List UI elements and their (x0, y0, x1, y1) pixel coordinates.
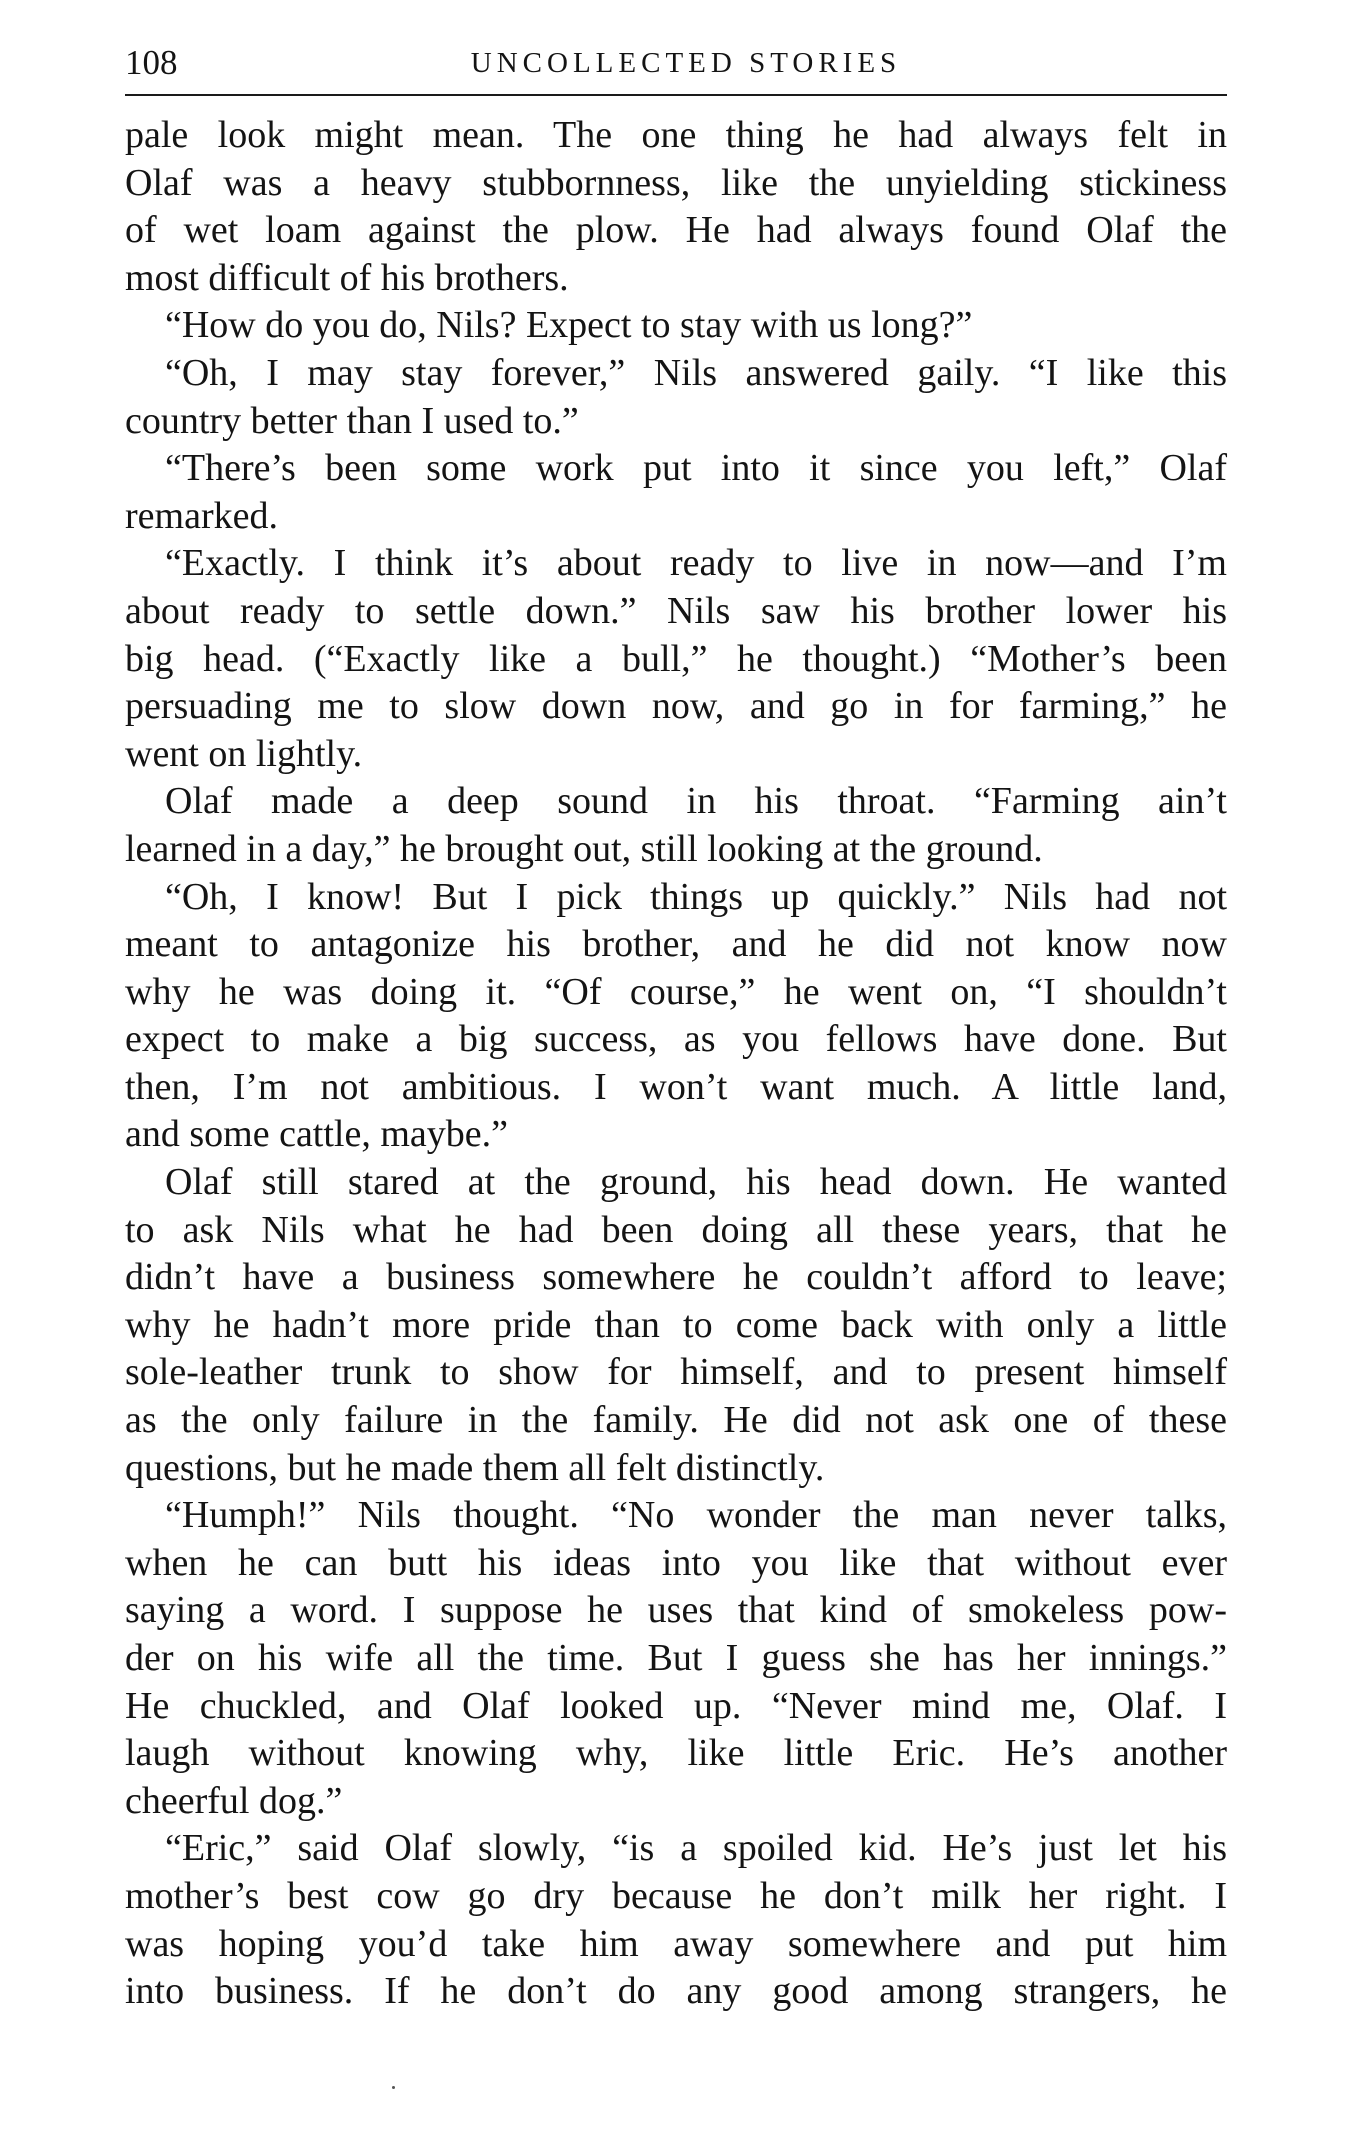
text-line: mother’s best cow go dry because he don’t milk her right. I (125, 1874, 1227, 1917)
text-line: went on lightly. (125, 732, 363, 775)
text-line: expect to make a big success, as you fellows have done. But (125, 1018, 1227, 1061)
text-line: remarked. (125, 494, 278, 537)
text-line: meant to antagonize his brother, and he did not know now (125, 923, 1227, 966)
text-line: der on his wife all the time. But I guess she has her innings.” (125, 1637, 1227, 1679)
text-line: “Eric,” said Olaf slowly, “is a spoiled kid. He’s just let his (165, 1827, 1227, 1870)
running-head (125, 38, 1227, 88)
text-line: saying a word. I suppose he uses that kind of smokeless pow- (125, 1589, 1227, 1632)
text-line: “How do you do, Nils? Expect to stay with us long?” (165, 304, 973, 347)
text-line: to ask Nils what he had been doing all these years, that he (125, 1208, 1227, 1251)
text-line: “Oh, I know! But I pick things up quickly.” Nils had not (165, 875, 1227, 918)
text-line: questions, but he made them all felt distinctly. (125, 1446, 825, 1489)
page-number: 108 (125, 43, 178, 82)
text-line: laugh without knowing why, like little Eric. He’s another (125, 1732, 1227, 1775)
text-line: and some cattle, maybe.” (125, 1113, 509, 1156)
text-line: then, I’m not ambitious. I won’t want much. A little land, (125, 1065, 1227, 1108)
text-line: of wet loam against the plow. He had always found Olaf the (125, 209, 1227, 252)
text-line: “Oh, I may stay forever,” Nils answered gaily. “I like this (165, 351, 1227, 394)
text-line: why he hadn’t more pride than to come back with only a little (125, 1303, 1227, 1346)
header-rule (125, 94, 1227, 96)
text-line: persuading me to slow down now, and go in for farming,” he (125, 685, 1227, 728)
text-line: cheerful dog.” (125, 1779, 343, 1822)
text-line: was hoping you’d take him away somewhere and put him (125, 1922, 1227, 1965)
text-line: pale look might mean. The one thing he had always felt in (125, 114, 1227, 156)
text-line: “Humph!” Nils thought. “No wonder the man never talks, (165, 1494, 1227, 1537)
text-line: why he was doing it. “Of course,” he went on, “I shouldn’t (125, 970, 1227, 1013)
text-line: learned in a day,” he brought out, still looking at the ground. (125, 827, 1043, 870)
text-line: big head. (“Exactly like a bull,” he thought.) “Mother’s been (125, 637, 1227, 680)
text-line: most difficult of his brothers. (125, 256, 569, 299)
text-line: when he can butt his ideas into you like that without ever (125, 1541, 1227, 1584)
text-line: “There’s been some work put into it since you left,” Olaf (165, 447, 1227, 490)
text-line: Olaf was a heavy stubbornness, like the unyielding stickiness (125, 161, 1227, 204)
text-line: sole-leather trunk to show for himself, and to present himself (125, 1351, 1227, 1394)
text-line: Olaf still stared at the ground, his head down. He wanted (165, 1161, 1227, 1204)
text-line: He chuckled, and Olaf looked up. “Never mind me, Olaf. I (125, 1684, 1227, 1727)
text-line: as the only failure in the family. He did not ask one of these (125, 1399, 1227, 1442)
text-line: “Exactly. I think it’s about ready to live in now—and I’m (165, 542, 1227, 585)
running-title: UNCOLLECTED STORIES (470, 47, 902, 79)
text-line: Olaf made a deep sound in his throat. “Farming ain’t (165, 780, 1227, 823)
body-text (125, 112, 1227, 2016)
text-line: didn’t have a business somewhere he couldn’t afford to leave; (125, 1256, 1227, 1299)
scan-speck (392, 2086, 395, 2089)
text-line: country better than I used to.” (125, 399, 579, 442)
text-line: about ready to settle down.” Nils saw his brother lower his (125, 589, 1227, 632)
text-line: into business. If he don’t do any good among strangers, he (125, 1970, 1227, 2013)
